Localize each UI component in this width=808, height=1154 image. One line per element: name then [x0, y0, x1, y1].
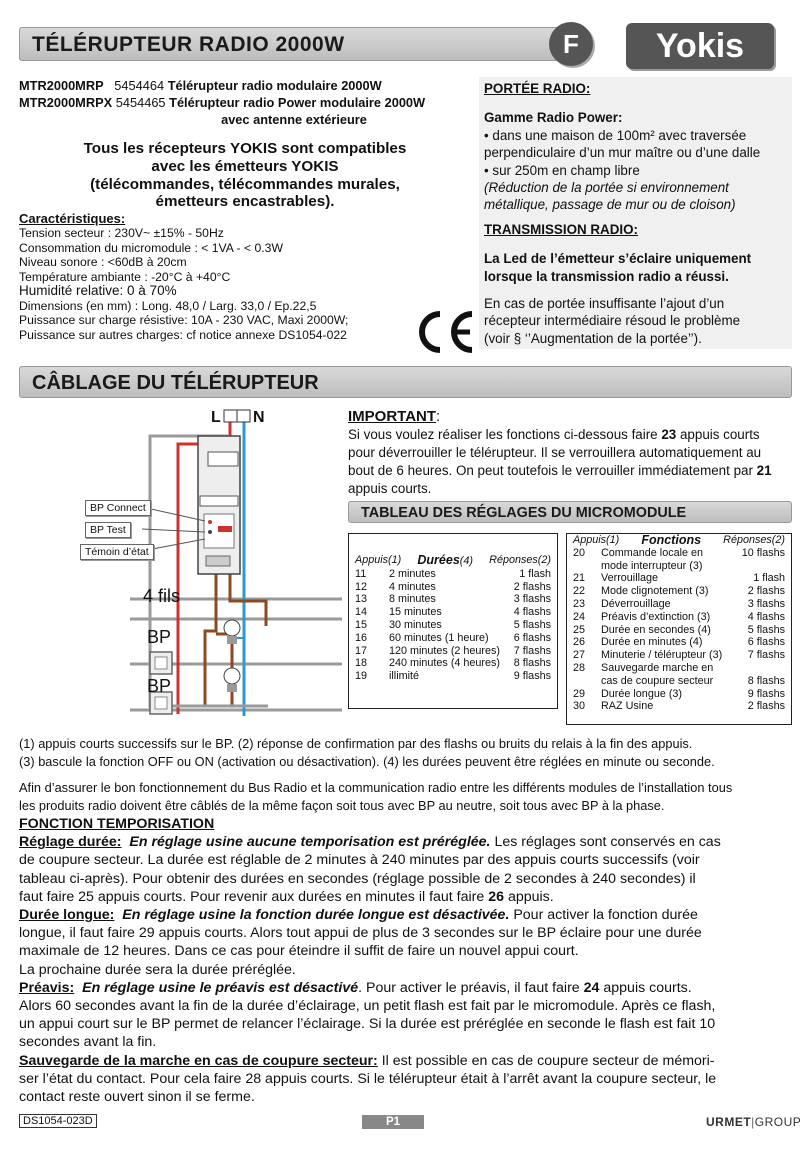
footnotes: (1) appuis courts successifs sur le BP. (2) réponse de confirmation par des flashs ou bruits du relais à la fin des appuis. (3) bascule la fonction OFF ou ON (activation ou désactivation). (4) les durées peuvent être réglées en minute ou seconde. Afin d’assurer le bon fonctionnement du Bus Radio et la communication radio entre les différents modules de l’installation tous les produits radio doivent être câblés de la même façon soit tous avec BP au neutre, soit tous avec BP à la phase. — [19, 736, 733, 813]
table-cell: 1 flash — [519, 567, 551, 580]
important-block: IMPORTANT: Si vous voulez réaliser les fonctions ci-dessous faire 23 appuis courts pour déverrouiller le télérupteur. Il se verrouillera automatiquement au bout de 6 heures. On peut toutefois le verrouiller immédiatement par 21 appuis courts. — [348, 408, 772, 496]
table-cell: 16 — [355, 631, 368, 644]
table-cell: Durée longue (3) — [601, 687, 683, 700]
table-cell — [733, 662, 785, 675]
table-cell: 240 minutes (4 heures) — [389, 657, 501, 670]
wiring-diagram — [80, 406, 342, 726]
table-cell: Durée en secondes (4) — [601, 623, 711, 636]
table-cell: 29 — [573, 687, 586, 700]
table-cell — [573, 675, 601, 688]
table-cell: 22 — [573, 585, 586, 598]
table-cell: 27 — [573, 649, 586, 662]
table-cell: 8 flashs — [747, 674, 785, 687]
table-cell: Mode clignotement (3) — [601, 585, 709, 598]
table-cell: 7 flashs — [513, 644, 551, 657]
table-row — [573, 560, 785, 573]
table-row — [355, 568, 551, 581]
table-row — [573, 649, 785, 662]
table-cell: 3 flashs — [513, 593, 551, 606]
table-cell: 24 — [573, 610, 586, 623]
table-cell: 25 — [573, 623, 586, 636]
urmet-group-logo: URMET|GROUP — [706, 1115, 802, 1129]
table-row — [573, 611, 785, 624]
table-cell: 12 — [355, 580, 368, 593]
table-row — [573, 675, 785, 688]
table-row — [573, 624, 785, 637]
spec-item: Puissance sur autres charges: cf notice annexe DS1054-022 — [19, 327, 347, 342]
document-reference: DS1054-023D — [19, 1114, 97, 1128]
table-cell — [573, 560, 601, 573]
table-cell: 9 flashs — [513, 670, 551, 683]
table-row — [355, 593, 551, 606]
timer-heading: FONCTION TEMPORISATION — [19, 816, 215, 832]
table-cell: mode interrupteur (3) — [601, 559, 703, 572]
table-cell: 1 flash — [753, 572, 785, 585]
page-number: P1 — [362, 1115, 424, 1129]
spec-item: Niveau sonore : <60dB à 20cm — [19, 255, 187, 269]
table-cell: 4 flashs — [747, 610, 785, 623]
table-cell: 30 — [573, 700, 586, 713]
product-lines: MTR2000MRP 5454464 Télérupteur radio modulaire 2000W MTR2000MRPX 5454465 Télérupteur radio Power modulaire 2000W avec antenne extérieure — [19, 78, 426, 127]
table-cell: 9 flashs — [747, 687, 785, 700]
table-row — [355, 645, 551, 658]
table-row — [573, 547, 785, 560]
table-row — [355, 670, 551, 683]
bp-connect-label: BP Connect — [85, 500, 151, 516]
table-row — [573, 688, 785, 701]
table-row — [355, 606, 551, 619]
table-cell: 26 — [573, 636, 586, 649]
table-cell: 7 flashs — [747, 649, 785, 662]
table-cell: 6 flashs — [513, 631, 551, 644]
yokis-logo: Yokis — [626, 23, 774, 69]
spec-item: Humidité relative: 0 à 70% — [19, 283, 177, 298]
spec-item: Dimensions (en mm) : Long. 48,0 / Larg. 33,0 / Ep.22,5 — [19, 298, 317, 313]
table-cell: 5 flashs — [513, 618, 551, 631]
table-row — [355, 619, 551, 632]
status-led-label: Témoin d’état — [80, 544, 154, 560]
radio-info-panel: PORTÉE RADIO: Gamme Radio Power: • dans une maison de 100m² avec traversée perpendiculaire d’un mur maître ou d’une dalle • sur 250m en champ libre (Réduction de la portée si environnement métallique, passage de mur ou de cloison) TRANSMISSION RADIO: La Led de l’émetteur s’éclaire uniquement lorsque la transmission radio a réussi. En cas de portée insuffisante l’ajout d’un récepteur intermédiaire résoud le problème (voir § ‘’Augmentation de la portée’’). — [479, 77, 792, 349]
wiring-title-bar — [19, 366, 792, 398]
table-cell: 6 flashs — [747, 636, 785, 649]
functions-table-header: Appuis(1) Fonctions Réponses(2) — [573, 533, 785, 547]
table-cell: illimité — [389, 670, 419, 683]
page-title: TÉLÉRUPTEUR RADIO 2000W — [32, 33, 345, 56]
spec-item: Consommation du micromodule : < 1VA - < 0.3W — [19, 240, 283, 255]
specifications — [19, 211, 419, 342]
table-cell: cas de coupure secteur — [601, 674, 714, 687]
table-row — [573, 662, 785, 675]
table-cell: 28 — [573, 661, 586, 674]
specs-heading: Caractéristiques: — [19, 211, 126, 226]
table-cell: 18 — [355, 657, 368, 670]
spec-item: Tension secteur : 230V~ ±15% - 50Hz — [19, 226, 224, 240]
table-row — [573, 585, 785, 598]
table-row — [355, 632, 551, 645]
lamp-1 — [224, 620, 240, 644]
settings-table-title-bar: TABLEAU DES RÉGLAGES DU MICROMODULE — [348, 501, 792, 523]
table-cell: Commande locale en — [601, 546, 704, 559]
lamp-2 — [224, 668, 240, 692]
table-row — [355, 657, 551, 670]
important-heading: IMPORTANT — [348, 408, 437, 425]
table-cell: 15 — [355, 618, 368, 631]
table-cell: 19 — [355, 670, 368, 683]
wiring-diagram-svg — [80, 406, 342, 726]
wiring-title: CÂBLAGE DU TÉLÉRUPTEUR — [32, 372, 319, 394]
table-cell: 21 — [573, 572, 586, 585]
bp-test-label: BP Test — [85, 522, 131, 538]
table-cell: 14 — [355, 606, 368, 619]
ce-mark — [418, 310, 480, 354]
table-cell: 120 minutes (2 heures) — [389, 644, 501, 657]
table-cell: 60 minutes (1 heure) — [389, 631, 489, 644]
table-row — [355, 581, 551, 594]
table-row — [573, 572, 785, 585]
table-cell: 4 minutes — [389, 580, 436, 593]
neutral-label: N — [253, 409, 265, 426]
functions-table — [566, 533, 792, 725]
spec-item: Température ambiante : -20°C à +40°C — [19, 269, 231, 284]
table-cell: Minuterie / télérupteur (3) — [601, 649, 723, 662]
table-row — [573, 636, 785, 649]
language-badge: F — [549, 22, 593, 66]
table-row — [573, 598, 785, 611]
table-row — [573, 700, 785, 713]
table-cell: 17 — [355, 644, 368, 657]
compatibility-note: Tous les récepteurs YOKIS sont compatibles avec les émetteurs YOKIS (télécommandes, télécommandes murales, émetteurs encastrables). — [83, 140, 407, 211]
table-cell: 20 — [573, 546, 586, 559]
page-title-bar — [19, 27, 574, 61]
live-label: L — [211, 409, 221, 426]
table-cell: 13 — [355, 593, 368, 606]
spec-item: Puissance sur charge résistive: 10A - 230 VAC, Maxi 2000W; — [19, 313, 349, 327]
bp-label-2: BP — [147, 676, 172, 696]
table-cell: Verrouillage — [601, 572, 659, 585]
table-cell: RAZ Usine — [601, 700, 654, 713]
table-cell: 8 flashs — [513, 657, 551, 670]
four-wires-label: 4 fils — [143, 586, 181, 606]
timer-function-section: FONCTION TEMPORISATION Réglage durée: En réglage usine aucune temporisation est préréglée. Les réglages sont conservés en cas de coupure secteur. La durée est réglable de 2 minutes à 240 minutes par des appuis courts successifs (voir tableau ci-après). Pour obtenir des durées en secondes (réglage possible de 2 secondes à 240 secondes) il faut faire 25 appuis courts. Pour revenir aux durées en minutes il faut faire 26 appuis. Durée longue: En réglage usine la fonction durée longue est désactivée. Pour activer la fonction durée longue, il faut faire 29 appuis courts. Alors tout appui de plus de 3 secondes sur le BP éclaire pour une durée maximale de 12 heures. Dans ce cas pour éteindre il suffit de faire un nouvel appui court. La prochaine durée sera la durée préréglée. Préavis: En réglage usine le préavis est désactivé. Pour activer le préavis, il faut faire 24 appuis courts. Alors 60 secondes avant la fin de la durée d’éclairage, un petit flash est fait par le micromodule. Après ce flash, un appui court sur le BP permet de relancer l’éclairage. Si la durée est préréglée en seconde le flash est fait 10 secondes avant la fin. Sauvegarde de la marche en cas de coupure secteur: Il est possible en cas de coupure secteur de mémori- ser l’état du contact. Pour cela faire 28 appuis courts. Si le télérupteur était à l’arrêt avant la coupure secteur, le contact reste ouvert sinon il se ferme. — [19, 815, 794, 1106]
table-cell: 5 flashs — [747, 623, 785, 636]
table-cell: Préavis d’extinction (3) — [601, 610, 711, 623]
table-cell: 2 flashs — [747, 700, 785, 713]
table-cell: 11 — [355, 567, 367, 580]
durations-table — [348, 533, 558, 709]
table-cell: 15 minutes — [389, 606, 442, 619]
table-cell: 23 — [573, 597, 586, 610]
durations-table-header: Appuis(1) Durées(4) Réponses(2) — [355, 553, 551, 567]
table-cell: 8 minutes — [389, 593, 436, 606]
table-cell: 2 flashs — [513, 580, 551, 593]
bp-label-1: BP — [147, 627, 172, 647]
table-cell: Déverrouillage — [601, 597, 671, 610]
table-cell: 4 flashs — [513, 606, 551, 619]
table-cell: 10 flashs — [741, 546, 785, 559]
table-cell: Sauvegarde marche en — [601, 661, 714, 674]
table-cell — [733, 560, 785, 573]
transmission-heading: TRANSMISSION RADIO: — [484, 221, 638, 237]
table-cell: 3 flashs — [747, 597, 785, 610]
table-cell: 30 minutes — [389, 618, 442, 631]
table-cell: 2 minutes — [389, 567, 436, 580]
table-cell: Durée en minutes (4) — [601, 636, 703, 649]
table-cell: 2 flashs — [747, 585, 785, 598]
range-heading: PORTÉE RADIO: — [484, 81, 591, 96]
